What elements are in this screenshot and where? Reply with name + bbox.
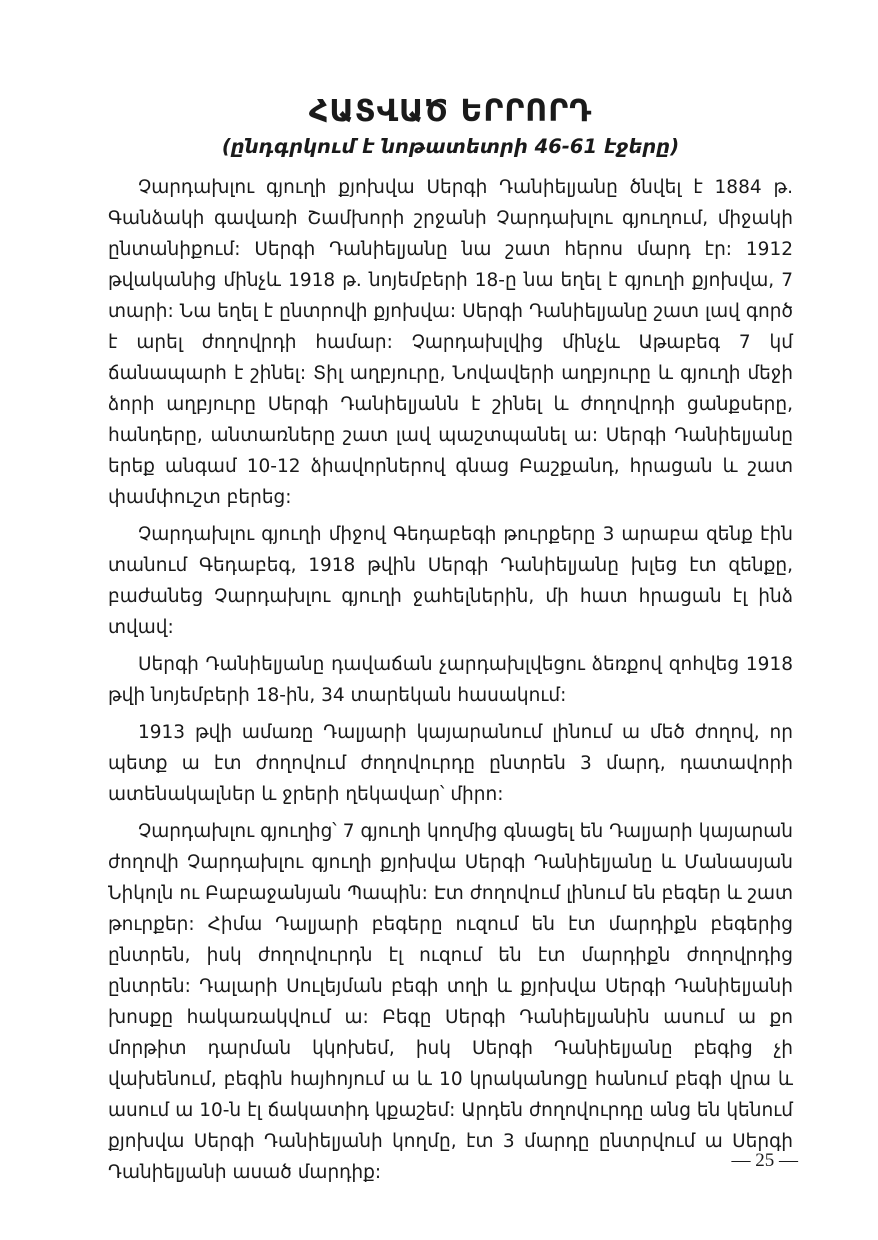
chapter-title: ՀԱՏՎԱԾ ԵՐՐՈՐԴ	[308, 94, 593, 129]
page-content	[108, 92, 793, 1194]
paragraph-4: 1913 թվի ամառը Դալյարի կայարանում լինում ա մեծ ժողով, որ պետք ա էտ ժողովում ժողովուրդը ընտրեն 3 մարդ, դատավորի ատենակալներ և ջրերի ղեկավար՝ միրո:	[108, 722, 793, 805]
paragraph-3: Սերգի Դանիելյանը դավաճան չարդախլվեցու ձեռքով զոհվեց 1918 թվի նոյեմբերի 18-ին, 34 տարեկան հասակում:	[108, 654, 793, 706]
page-number: — 25 —	[731, 1150, 798, 1171]
paragraph-2: Չարդախլու գյուղի միջով Գեդաբեգի թուրքերը 3 արաբա զենք էին տանում Գեդաբեգ, 1918 թվին Սերգի Դանիելյանը խլեց էտ զենքը, բաժանեց Չարդախլու գյուղի ջահելներին, մի հատ հրացան էլ ինձ տվավ:	[108, 524, 793, 638]
paragraph-1: Չարդախլու գյուղի քյոխվա Սերգի Դանիելյանը ծնվել է 1884 թ. Գանձակի գավառի Շամխորի շրջանի Չարդախլու գյուղում, միջակի ընտանիքում: Սերգի Դանիելյանը նա շատ հերոս մարդ էր: 1912 թվականից մինչև 1918 թ. նոյեմբերի 18-ը նա եղել է գյուղի քյոխվա, 7 տարի: Նա եղել է ընտրովի քյոխվա: Սերգի Դանիելյանը շատ լավ գործ է արել ժողովրդի համար: Չարդախլվից մինչև Աթաբեգ 7 կմ ճանապարհ է շինել: Տիլ աղբյուրը, Նովավերի աղբյուրը և գյուղի մեջի ձորի աղբյուրը Սերգի Դանիելյանն է շինել և ժողովրդի ցանքսերը, հանդերը, անտառները շատ լավ պաշտպանել ա: Սերգի Դանիելյանը երեք անգամ 10-12 ձիավորներով գնաց Բաշքանդ, հրացան և շատ փամփուշտ բերեց:	[108, 177, 793, 508]
chapter-subtitle: (ընդգրկում է նոթատետրի 46-61 էջերը)	[221, 135, 680, 158]
paragraph-5: Չարդախլու գյուղից՝ 7 գյուղի կողմից գնացել են Դալյարի կայարան ժողովի Չարդախլու գյուղի քյոխվա Սերգի Դանիելյանը և Մանասյան Նիկոլն ու Բաբաջանյան Պապին: Էտ ժողովում լինում են բեգեր և շատ թուրքեր: Հիմա Դալյարի բեգերը ուզում են էտ մարդիքն բեգերից ընտրեն, իսկ ժողովուրդն էլ ուզում են էտ մարդիքն ժողովրդից ընտրեն: Դալարի Սուլեյման բեգի տղի և քյոխվա Սերգի Դանիելյանի խոսքը հակառակվում ա: Բեգը Սերգի Դանիելյանին ասում ա քո մորթիտ դարման կկոխեմ, իսկ Սերգի Դանիելյանը բեգից չի վախենում, բեգին հայհոյում ա և 10 կրականոցը հանում բեգի վրա և ասում ա 10-ն էլ ճակատիդ կքաշեմ: Արդեն ժողովուրդը անց են կենում քյոխվա Սերգի Դանիելյանի կողմը, էտ 3 մարդը ընտրվում ա Սերգի Դանիելյանի ասած մարդիք:	[108, 821, 793, 1183]
